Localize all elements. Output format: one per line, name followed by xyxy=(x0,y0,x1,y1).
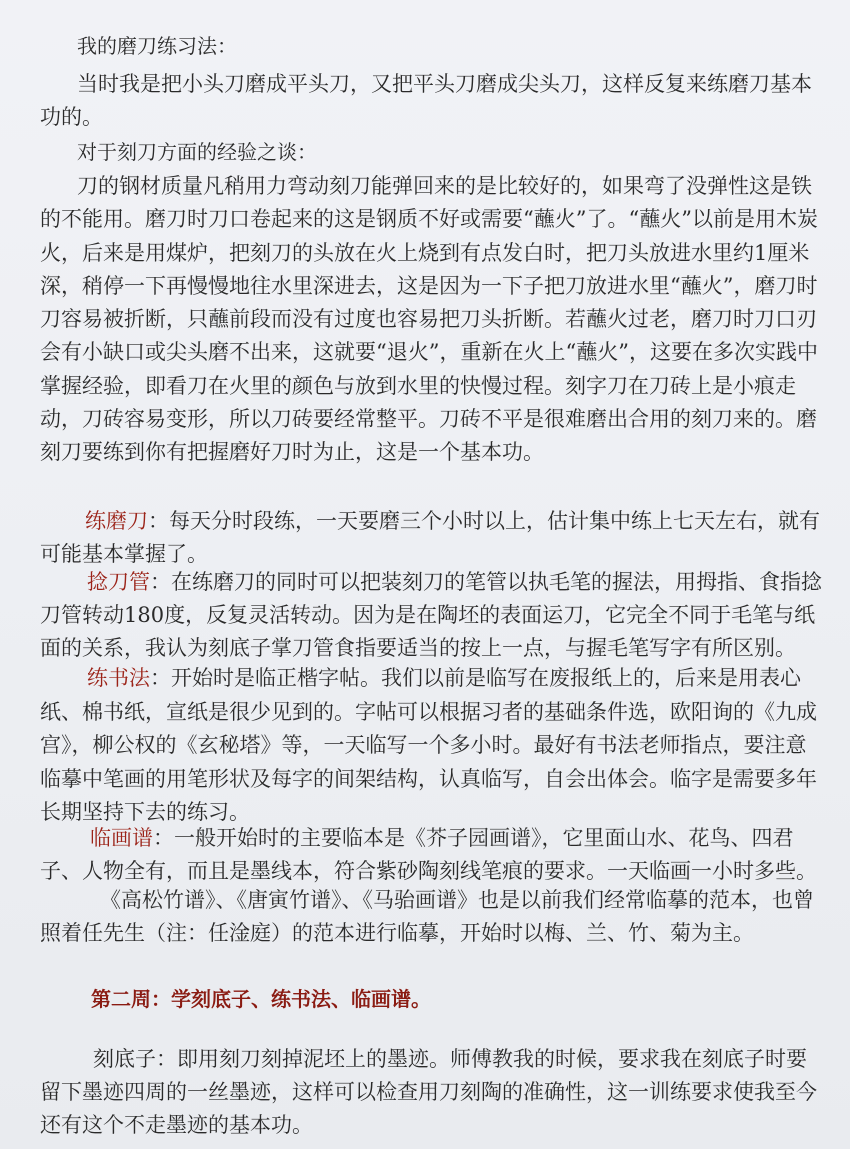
text-painting-manual: ：一般开始时的主要临本是《芥子园画谱》，它里面山水、花鸟、四君子、人物全有，而且是墨线本，符合紫砂陶刻线笔痕的要求。一天临画一小时多些。 xyxy=(40,826,817,883)
paragraph-carving-base: 刻底子：即用刻刀刻掉泥坯上的墨迹。师傅教我的时候，要求我在刻底子时要留下墨迹四周的一丝墨迹，这样可以检查用刀刻陶的准确性，这一训练要求使我至今还有这个不走墨迹的基本功。 xyxy=(40,1047,817,1137)
section-heading-sharpening: 我的磨刀练习法： xyxy=(77,34,237,58)
week-two-heading: 第二周：学刻底子、练书法、临画谱。 xyxy=(91,987,431,1011)
paragraph-calligraphy xyxy=(40,662,825,830)
paragraph-reference-manuals: 《高松竹谱》、《唐寅竹谱》、《马骀画谱》也是以前我们经常临摹的范本，也曾照着任先生（注：任淦庭）的范本进行临摹，开始时以梅、兰、竹、菊为主。 xyxy=(40,888,814,945)
text-twist-handle: ：在练磨刀的同时可以把装刻刀的笔管以执毛笔的握法，用拇指、食指捻刀管转动180度，反复灵活转动。因为是在陶坯的表面运刀，它完全不同于毛笔与纸面的关系，我认为刻底子掌刀管食指要适当的按上一点，与握毛笔写字有所区别。 xyxy=(40,570,822,660)
label-calligraphy: 练书法 xyxy=(87,666,150,690)
paragraph-sharpening-method: 当时我是把小头刀磨成平头刀，又把平头刀磨成尖头刀，这样反复来练磨刀基本功的。 xyxy=(40,72,812,129)
label-twist-handle: 捻刀管 xyxy=(87,570,150,594)
paragraph-painting-manual xyxy=(40,822,825,888)
section-heading-experience: 对于刻刀方面的经验之谈： xyxy=(77,140,317,164)
text-practice-sharpening: ：每天分时段练，一天要磨三个小时以上，估计集中练上七天左右，就有可能基本掌握了。 xyxy=(40,509,820,566)
text-calligraphy: ：开始时是临正楷字帖。我们以前是临写在废报纸上的，后来是用表心纸、棉书纸，宣纸是很少见到的。字帖可以根据习者的基础条件选，欧阳询的《九成宫》，柳公权的《玄秘塔》等，一天临写一个多小时。最好有书法老师指点，要注意临摹中笔画的用笔形状及每字的间架结构，认真临写，自会出体会。临字是需要多年长期坚持下去的练习。 xyxy=(40,666,817,824)
paragraph-practice-sharpening xyxy=(40,505,825,571)
label-painting-manual: 临画谱 xyxy=(90,826,153,850)
paragraph-knife-steel: 刀的钢材质量凡稍用力弯动刻刀能弹回来的是比较好的，如果弯了没弹性这是铁的不能用。磨刀时刀口卷起来的这是钢质不好或需要“蘸火”了。“蘸火”以前是用木炭火，后来是用煤炉，把刻刀的头放在火上烧到有点发白时，把刀头放进水里约1厘米深，稍停一下再慢慢地往水里深进去，这是因为一下子把刀放进水里“蘸火”，磨刀时刀容易被折断，只蘸前段而没有过度也容易把刀头折断。若蘸火过老，磨刀时刀口刃会有小缺口或尖头磨不出来，这就要“退火”，重新在火上“蘸火”，这要在多次实践中掌握经验，即看刀在火里的颜色与放到水里的快慢过程。刻字刀在刀砖上是小痕走动，刀砖容易变形，所以刀砖要经常整平。刀砖不平是很难磨出合用的刻刀来的。磨刻刀要练到你有把握磨好刀时为止，这是一个基本功。 xyxy=(40,174,818,465)
paragraph-twist-handle xyxy=(40,566,825,665)
label-practice-sharpening: 练磨刀 xyxy=(85,509,148,533)
